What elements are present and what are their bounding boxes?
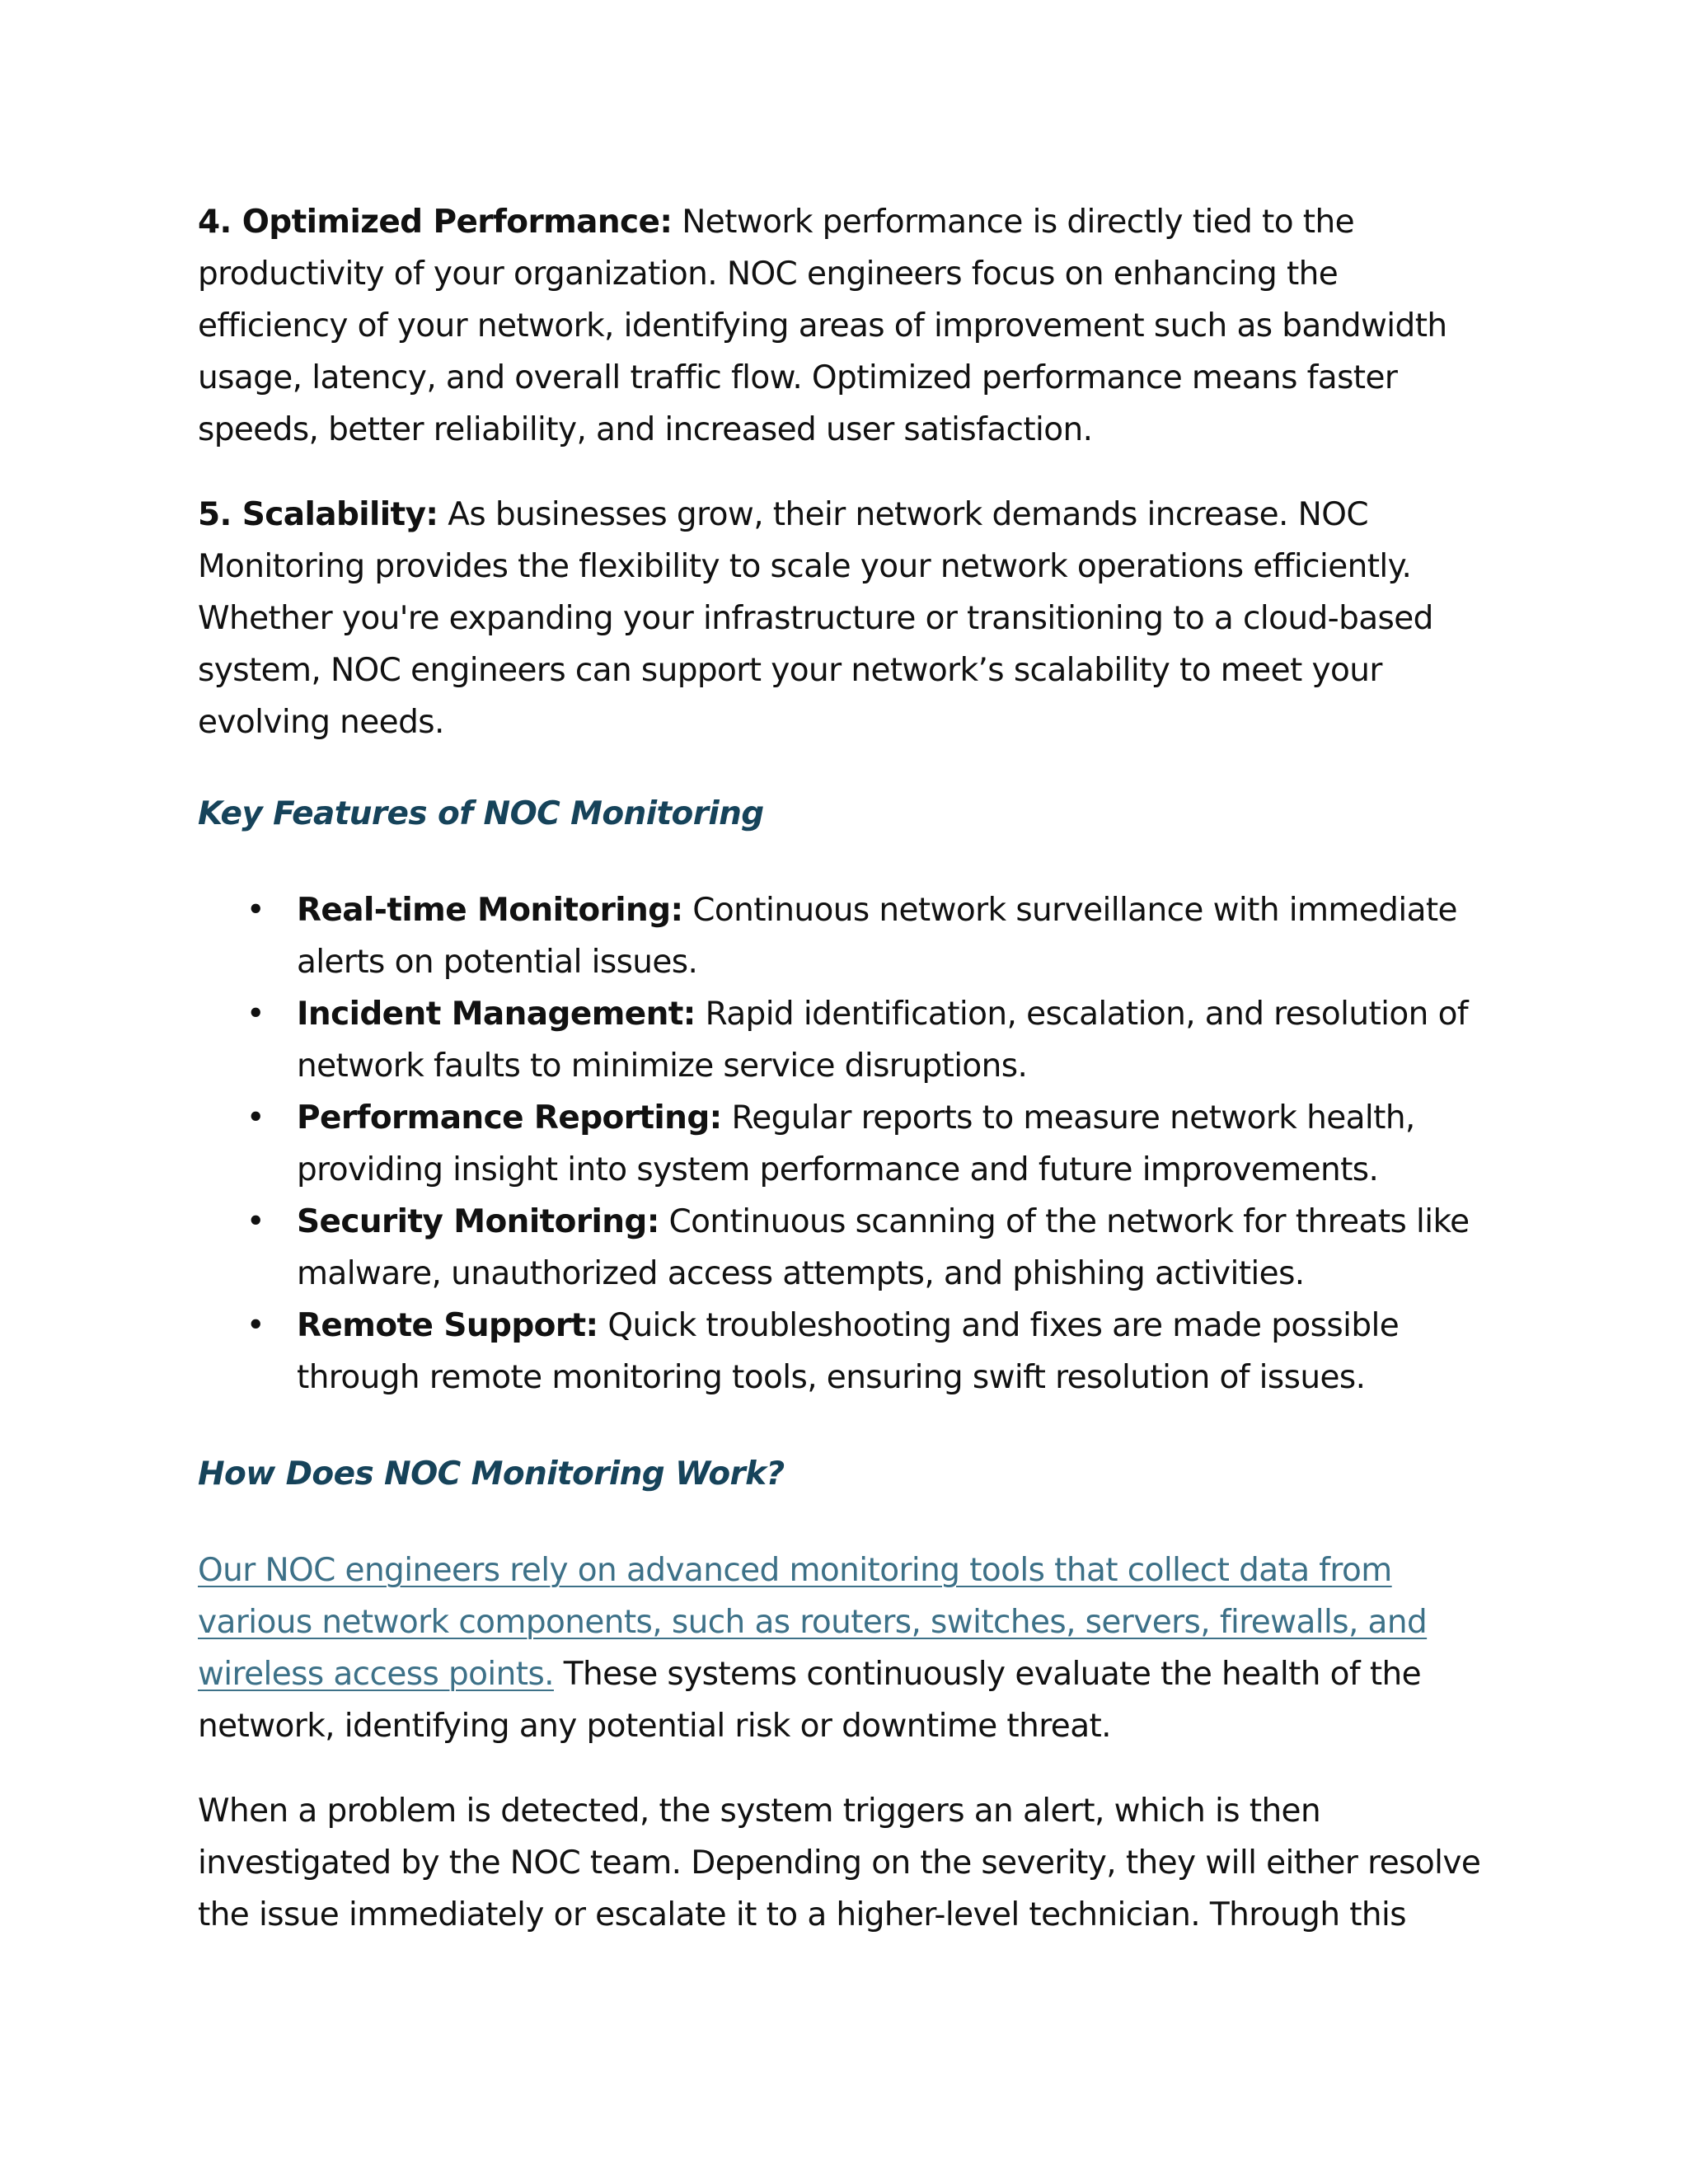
feature-label: Remote Support: [297, 1307, 598, 1344]
bullet-icon: • [246, 1099, 265, 1137]
bullet-icon: • [246, 892, 265, 929]
scalability-text: As businesses grow, their network demands increase. NOC Monitoring provides the flexibility to scale your network operations efficiently. Whether you're expanding your infrastructure or transitioning to a cloud-based system, NOC engineers can support your network’s scalability to meet your evolving needs. [198, 496, 1433, 741]
feature-label: Performance Reporting: [297, 1099, 722, 1137]
list-item [198, 1196, 1492, 1300]
bullet-icon: • [246, 1203, 265, 1240]
feature-text: Rapid identification, escalation, and resolution of network faults to minimize service disruptions. [297, 996, 1468, 1085]
bullet-icon: • [246, 996, 265, 1033]
optimized-performance-text: Network performance is directly tied to the productivity of your organization. NOC engineers focus on enhancing the efficiency of your network, identifying areas of improvement such as bandwidth usage, latency, and overall traffic flow. Optimized performance means faster speeds, better reliability, and increased user satisfaction. [198, 204, 1447, 448]
key-features-list [198, 884, 1492, 1404]
list-item [198, 988, 1492, 1092]
feature-label: Incident Management: [297, 996, 696, 1033]
feature-label: Security Monitoring: [297, 1203, 659, 1240]
key-features-heading: Key Features of NOC Monitoring [198, 795, 764, 832]
feature-text: Quick troubleshooting and fixes are made possible through remote monitoring tools, ensuring swift resolution of issues. [297, 1307, 1400, 1396]
bullet-icon: • [246, 1307, 265, 1344]
document-page [198, 196, 1492, 1941]
optimized-performance-lead: 4. Optimized Performance: [198, 204, 673, 241]
alert-process-paragraph: When a problem is detected, the system triggers an alert, which is then investigated by the NOC team. Depending on the severity, they will either resolve the issue immediately or escalate it to a higher-level technician. Through this [198, 1793, 1481, 1933]
how-it-works-heading: How Does NOC Monitoring Work? [198, 1455, 785, 1493]
scalability-lead: 5. Scalability: [198, 496, 438, 533]
monitoring-tools-link[interactable]: Our NOC engineers rely on advanced monitoring tools that collect data from various network components, such as routers, switches, servers, firewalls, and wireless access points. [198, 1552, 1428, 1693]
list-item [198, 884, 1492, 988]
feature-label: Real-time Monitoring: [297, 892, 683, 929]
feature-text: Continuous network surveillance with immediate alerts on potential issues. [297, 892, 1457, 981]
how-it-works-paragraph [198, 1544, 1492, 1752]
list-item [198, 1092, 1492, 1196]
optimized-performance-paragraph [198, 196, 1492, 456]
scalability-paragraph [198, 489, 1492, 748]
how-it-works-text: These systems continuously evaluate the health of the network, identifying any potential risk or downtime threat. [198, 1656, 1422, 1745]
feature-text: Continuous scanning of the network for threats like malware, unauthorized access attempts, and phishing activities. [297, 1203, 1470, 1292]
feature-text: Regular reports to measure network health, providing insight into system performance and future improvements. [297, 1099, 1415, 1188]
list-item [198, 1300, 1492, 1404]
